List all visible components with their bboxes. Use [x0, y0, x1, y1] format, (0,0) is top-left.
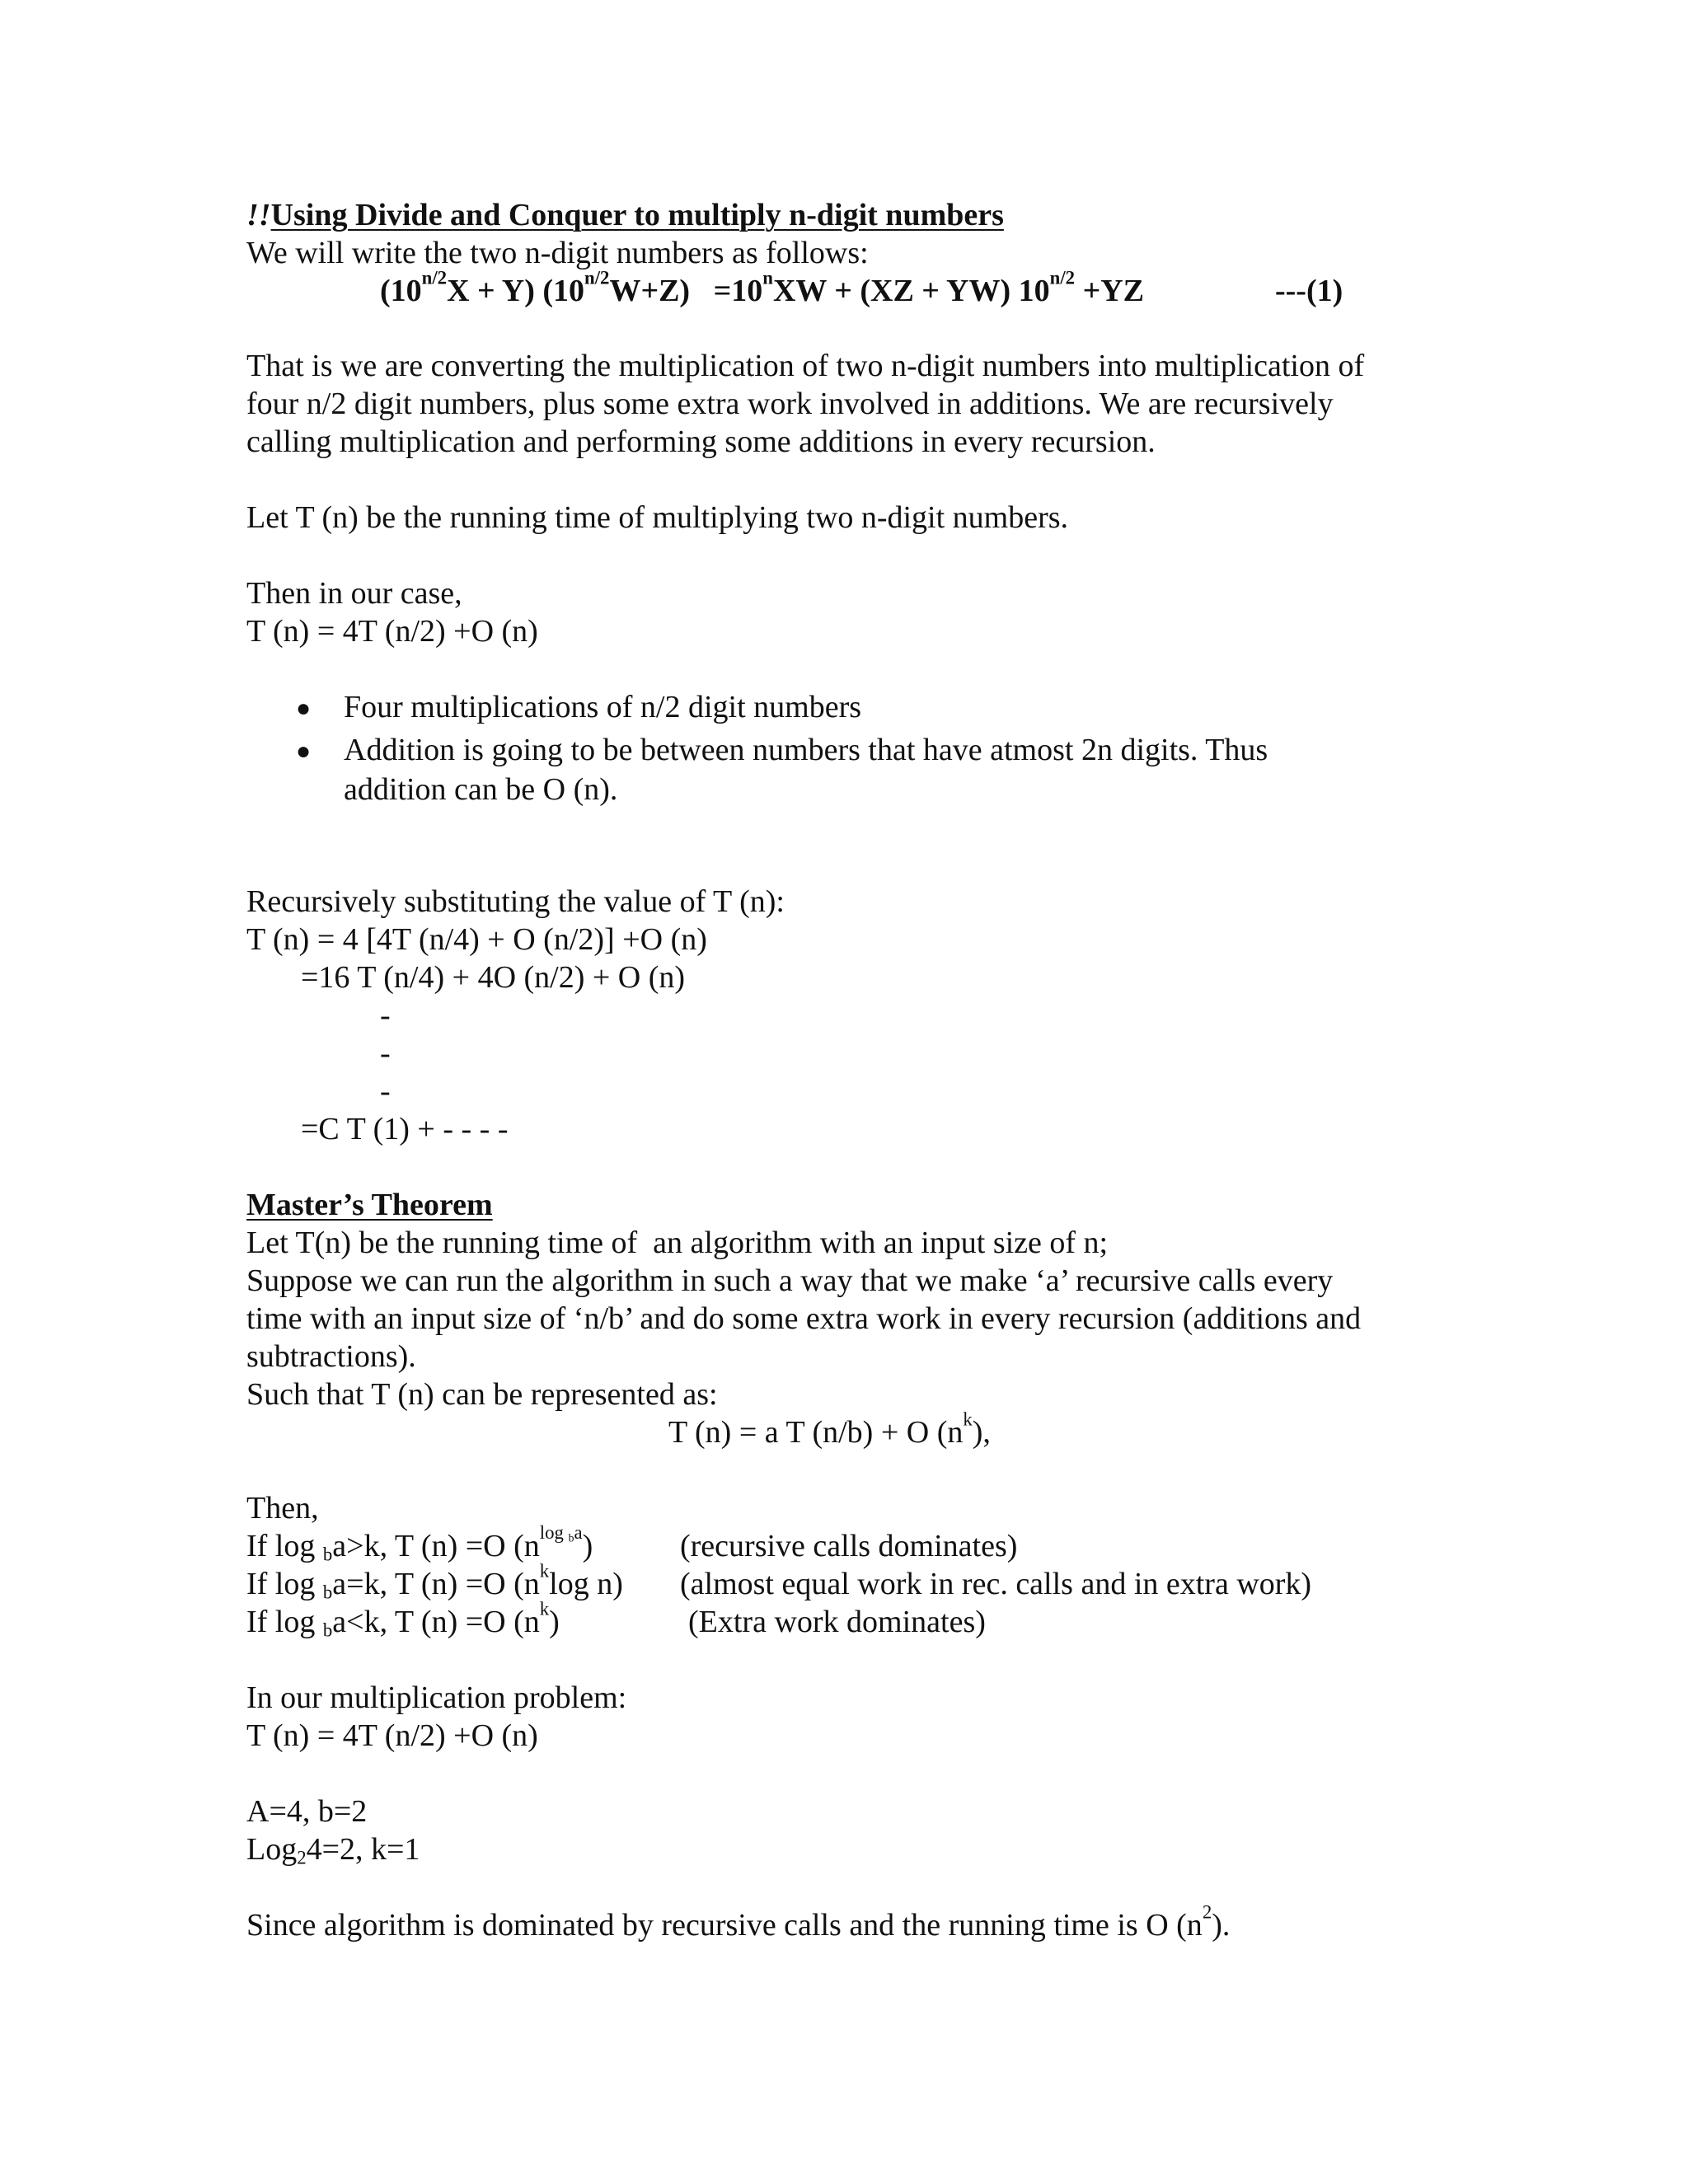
case-3: If log $_b$a<k, T (n) =O $(n^k)$: [246, 1598, 560, 1641]
theorem-line: time with an input size of ‘n/b’ and do some extra work in every recursion (additions and: [246, 1301, 1362, 1336]
then-label: Then,: [246, 1491, 319, 1526]
ellipsis-dash: -: [380, 1036, 391, 1071]
theorem-formula: T (n) = a T (n/b) + O $(n^k)$,: [668, 1408, 991, 1450]
case-1: If log $_b$a>k, T (n) =O $(n^{log _ba})$: [246, 1522, 593, 1565]
theorem-line: Suppose we can run the algorithm in such a way that we make ‘a’ recursive calls every: [246, 1263, 1334, 1298]
bullet-item: Addition is going to be between numbers that have atmost 2n digits. Thus: [344, 733, 1268, 767]
case-2: If log $_b$a=k, T (n) =O ($n^k\log$ n): [246, 1560, 623, 1603]
conclusion: Since algorithm is dominated by recursive calls and the running time is O $(n^2)$.: [246, 1901, 1231, 1943]
theorem-line: Such that T (n) can be represented as:: [246, 1377, 718, 1412]
paragraph-line: That is we are converting the multiplication of two n-digit numbers into multiplication of: [246, 349, 1365, 383]
equation-1: $(10^{n/2}X + Y)$ $(10^{n/2}W+Z) =10^nXW + (XZ + YW)$ $10^{n/2} +YZ$: [380, 267, 1145, 308]
case-1-note: (recursive calls dominates): [680, 1529, 1018, 1563]
parameters-line: A=4, b=2: [246, 1794, 368, 1829]
theorem-line: Let T(n) be the running time of an algorithm with an input size of n;: [246, 1226, 1109, 1260]
title-prefix: !!: [246, 198, 271, 232]
title-text: Using Divide and Conquer to multiply n-digit numbers: [270, 198, 1004, 232]
case-3-note: (Extra work dominates): [688, 1605, 986, 1639]
then-case: Then in our case,: [246, 576, 462, 611]
ellipsis-dash: -: [380, 998, 391, 1033]
log-line: Log$_2$4=2, k=1: [246, 1832, 420, 1868]
paragraph-line: calling multiplication and performing some additions in every recursion.: [246, 424, 1156, 459]
bullet-item: Four multiplications of n/2 digit numbers: [344, 690, 862, 724]
intro-line: We will write the two n-digit numbers as follows:: [246, 236, 869, 270]
theorem-line: subtractions).: [246, 1339, 416, 1374]
ellipsis-dash: -: [380, 1074, 391, 1108]
master-theorem-title: Master’s Theorem: [246, 1188, 493, 1222]
problem-recurrence: T (n) = 4T (n/2) +O (n): [246, 1718, 538, 1753]
substitution-step: T (n) = 4 [4T (n/4) + O (n/2)] +O (n): [246, 922, 707, 957]
equation-label: ---(1): [1275, 274, 1343, 308]
substitution-step: =16 T (n/4) + 4O (n/2) + O (n): [301, 960, 686, 995]
substitution-heading: Recursively substituting the value of T (n):: [246, 884, 785, 919]
bullet-icon: ●: [296, 738, 312, 765]
definition-line: Let T (n) be the running time of multiplying two n-digit numbers.: [246, 500, 1069, 535]
bullet-icon: ●: [296, 695, 312, 722]
section-title: [246, 196, 1004, 234]
problem-heading: In our multiplication problem:: [246, 1680, 627, 1715]
case-2-note: (almost equal work in rec. calls and in extra work): [680, 1567, 1312, 1601]
recurrence: T (n) = 4T (n/2) +O (n): [246, 614, 538, 649]
substitution-step: =C T (1) + - - - -: [301, 1112, 509, 1146]
paragraph-line: four n/2 digit numbers, plus some extra work involved in additions. We are recursively: [246, 387, 1334, 421]
bullet-item-continuation: addition can be O (n).: [344, 772, 618, 807]
